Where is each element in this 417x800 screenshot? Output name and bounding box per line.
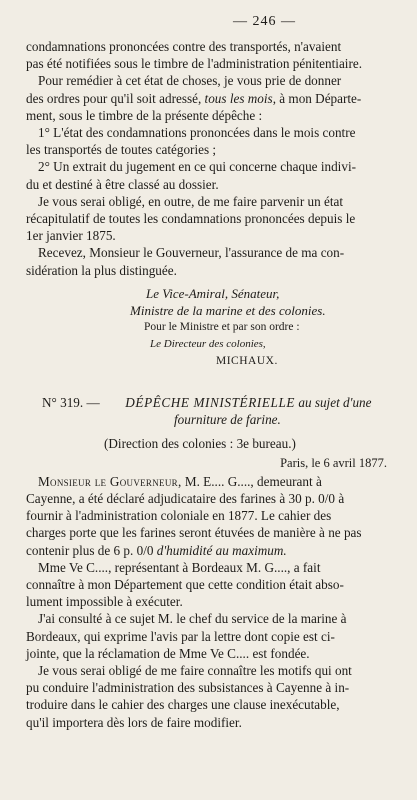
text-line: les transportés de toutes catégories ; xyxy=(26,142,217,158)
section-spacer xyxy=(26,370,393,394)
text-line: récapitulatif de toutes les condamnations prononcées depuis le xyxy=(26,211,356,227)
paragraph-salutation xyxy=(26,244,393,278)
text-line: charges porte que les farines seront étuvées de manière à ne pas xyxy=(26,525,362,541)
text-line: 2° Un extrait du jugement en ce qui concerne chaque indivi- xyxy=(38,159,356,175)
text-line: Bordeaux, qui exprime l'avis par la lettre dont copie est ci- xyxy=(26,628,335,644)
text-line: connaître à mon Département que cette condition était abso- xyxy=(26,577,344,593)
text-segment: M. E.... G...., demeurant à xyxy=(181,473,322,489)
text-emphasis: d'humidité au maximum. xyxy=(153,542,287,558)
paragraph-adjudicataire xyxy=(26,473,393,559)
dispatch-heading xyxy=(26,394,393,428)
signature-name: MICHAUX. xyxy=(216,354,278,367)
text-line: J'ai consulté à ce sujet M. le chef du service de la marine à xyxy=(38,611,347,627)
text-line: Recevez, Monsieur le Gouverneur, l'assurance de ma con- xyxy=(38,245,345,261)
signature-office: Ministre de la marine et des colonies. xyxy=(130,302,326,318)
text-segment: des ordres pour qu'il soit adressé, xyxy=(26,90,202,106)
text-line: Je vous serai obligé, en outre, de me faire parvenir un état xyxy=(38,193,344,209)
salutation: Monsieur le Gouverneur, xyxy=(38,473,182,489)
text-line: fournir à l'administration coloniale en 1877. Le cahier des xyxy=(26,508,332,524)
text-line: troduire dans le cahier des charges une clause inexécutable, xyxy=(26,697,340,713)
dispatch-subtitle-2: fourniture de farine. xyxy=(174,411,281,427)
text-line: sidération la plus distinguée. xyxy=(26,262,177,278)
signature-title: Le Vice-Amiral, Sénateur, xyxy=(146,285,280,301)
signature-director: Le Directeur des colonies, xyxy=(150,337,266,350)
text-line: qu'il importera dès lors de faire modifier. xyxy=(26,714,242,730)
text-segment: , à mon Départe- xyxy=(272,90,362,106)
paragraph-consulte xyxy=(26,610,393,662)
signature-block xyxy=(26,285,393,370)
list-item-1 xyxy=(26,124,393,158)
text-line: Je vous serai obligé de me faire connaître les motifs qui ont xyxy=(38,663,352,679)
text-line: Mme Ve C...., représentant à Bordeaux M. G...., a fait xyxy=(38,559,321,575)
text-segment: contenir plus de 6 p. 0/0 xyxy=(26,542,154,558)
signature-order: Pour le Ministre et par son ordre : xyxy=(144,320,300,333)
text-line: lument impossible à exécuter. xyxy=(26,594,183,610)
dispatch-number: N° 319. — xyxy=(42,394,100,410)
text-line: Pour remédier à cet état de choses, je vous prie de donner xyxy=(38,73,342,89)
text-line: 1er janvier 1875. xyxy=(26,228,116,244)
text-line: pas été notifiées sous le timbre de l'administration pénitentiaire. xyxy=(26,56,362,72)
text-line: ment, sous le timbre de la présente dépêche : xyxy=(26,107,263,123)
dispatch-dateline: Paris, le 6 avril 1877. xyxy=(280,455,387,470)
text-line: 1° L'état des condamnations prononcées dans le mois contre xyxy=(38,125,356,141)
paragraph-recapitulatif xyxy=(26,193,393,245)
dispatch-title: DÉPÊCHE MINISTÉRIELLE xyxy=(125,394,296,410)
paragraph-representant xyxy=(26,559,393,611)
text-line: condamnations prononcées contre des transportés, n'avaient xyxy=(26,39,342,54)
text-emphasis: tous les mois xyxy=(204,90,273,106)
dispatch-subtitle: au sujet d'une xyxy=(298,394,372,410)
list-item-2 xyxy=(26,158,393,192)
paragraph-condamnations xyxy=(26,38,393,72)
paragraph-remedier xyxy=(26,72,393,124)
text-line: pu conduire l'administration des subsistances à Cayenne à in- xyxy=(26,680,350,696)
text-line: Cayenne, a été déclaré adjudicataire des farines à 30 p. 0/0 à xyxy=(26,491,345,507)
text-line: du et destiné à être classé au dossier. xyxy=(26,176,219,192)
dispatch-direction: (Direction des colonies : 3e bureau.) xyxy=(104,435,296,451)
text-line: jointe, que la réclamation de Mme Ve C.... est fondée. xyxy=(26,645,310,661)
paragraph-motifs xyxy=(26,662,393,731)
page-number: — 246 — xyxy=(233,14,296,29)
